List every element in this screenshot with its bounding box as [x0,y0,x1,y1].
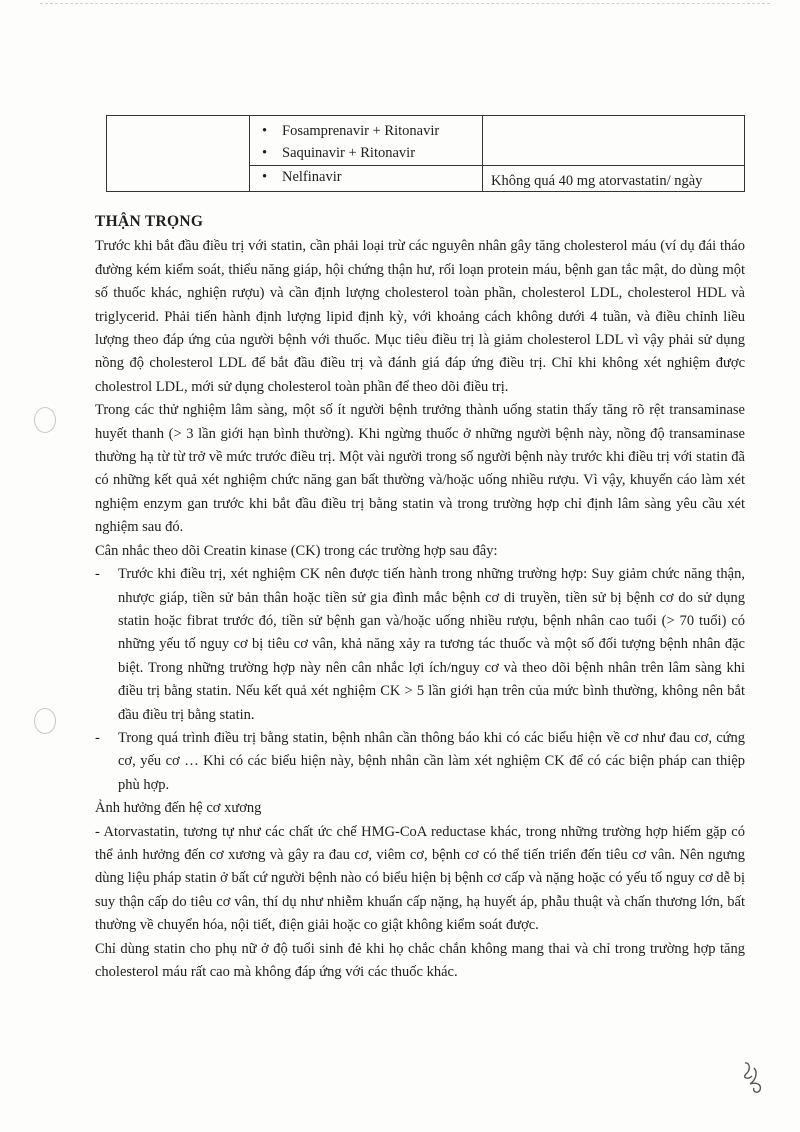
table-cell-drugs [250,116,483,166]
paragraph: Trước khi bắt đầu điều trị với statin, cần phải loại trừ các nguyên nhân gây tăng cholesterol máu (ví dụ đái tháo đường kém kiểm soát, thiểu năng giáp, hội chứng thận hư, rối loạn protein máu, bệnh gan tắc mật, do dùng một số thuốc khác, nghiện rượu) và cần định lượng cholesterol toàn phần, cholesterol LDL, cholesterol HDL và triglycerid. Phải tiến hành định lượng lipid định kỳ, với khoảng cách không dưới 4 tuần, và điều chỉnh liều lượng theo đáp ứng của người bệnh với thuốc. Mục tiêu điều trị là giảm cholesterol LDL vì vậy phải sử dụng nồng độ cholesterol LDL để bắt đầu điều trị và đánh giá đáp ứng điều trị. Chỉ khi không xét nghiệm được cholestrol LDL, mới sử dụng cholesterol toàn phần để theo dõi điều trị. [95,238,745,395]
binder-hole-icon [34,407,56,433]
list-item-text: Trước khi điều trị, xét nghiệm CK nên được tiến hành trong những trường hợp: Suy giảm chức năng thận, nhược giáp, tiền sử bản thân hoặc tiền sử gia đình mắc bệnh cơ di truyền, tiền sử bị bệnh cơ do sử dụng statin hoặc fibrat trước đó, tiền sử bệnh gan và/hoặc uống nhiều rượu, bệnh nhân cao tuổi (> 70 tuổi) có những yếu tố nguy cơ bị tiêu cơ vân, khả năng xảy ra tương tác thuốc và một số đối tượng bệnh nhân đặc biệt. Trong những trường hợp này nên cân nhắc lợi ích/nguy cơ và theo dõi bệnh nhân trên lâm sàng khi điều trị bằng statin. Nếu kết quả xét nghiệm CK > 5 lần giới hạn trên của mức bình thường, không nên bắt đầu điều trị bằng statin. [118,566,745,723]
dash-marker: - [95,729,100,746]
table-cell-dose-note: Không quá 40 mg atorvastatin/ ngày [483,166,745,192]
list-item [95,727,745,797]
paragraph: Cân nhắc theo dõi Creatin kinase (CK) trong các trường hợp sau đây: [95,542,498,559]
list-item: • Nelfinavir [282,166,482,188]
list-item-text: Trong quá trình điều trị bằng statin, bệnh nhân cần thông báo khi có các biểu hiện về cơ như đau cơ, cứng cơ, yếu cơ … Khi có các biểu hiện này, bệnh nhân cần làm xét nghiệm CK để có các biện pháp can thiệp phù hợp. [118,729,745,793]
initials-signature-icon [736,1058,770,1098]
binder-hole-icon [34,708,56,734]
table-cell-empty [107,116,250,192]
table-row [107,116,745,166]
paragraph: Chỉ dùng statin cho phụ nữ ở độ tuổi sinh đẻ khi họ chắc chắn không mang thai và chỉ trong trường hợp tăng cholesterol máu rất cao mà không đáp ứng với các thuốc khác. [95,940,745,980]
paragraph: Trong các thử nghiệm lâm sàng, một số ít người bệnh trưởng thành uống statin thấy tăng rõ rệt transaminase huyết thanh (> 3 lần giới hạn bình thường). Khi ngừng thuốc ở những người bệnh này, nồng độ transaminase thường hạ từ từ trở về mức trước điều trị. Một vài người trong số người bệnh này trước khi điều trị với statin đã có những kết quả xét nghiệm chức năng gan bất thường và/hoặc uống nhiều rượu. Vì vậy, khuyến cáo làm xét nghiệm enzym gan trước khi bắt đầu điều trị bằng statin và trong trường hợp chỉ định lâm sàng yêu cầu xét nghiệm sau đó. [95,402,745,536]
list-item: • Fosamprenavir + Ritonavir [282,120,482,142]
subheading: Ảnh hưởng đến hệ cơ xương [95,800,262,817]
scan-top-edge [40,3,770,4]
precautions-section [95,210,745,984]
table-cell-empty [483,116,745,166]
list-item: • Saquinavir + Ritonavir [282,142,482,164]
list-item [95,563,745,727]
dash-marker: - [95,566,100,583]
drug-interaction-table [106,115,745,192]
table-cell-drugs [250,166,483,192]
section-heading: THẬN TRỌNG [95,213,204,230]
paragraph: - Atorvastatin, tương tự như các chất ức chế HMG-CoA reductase khác, trong những trường hợp hiếm gặp có thể ảnh hưởng đến cơ xương và gây ra đau cơ, viêm cơ, bệnh cơ có thể tiến triển đến tiêu cơ vân. Nên ngưng dùng liệu pháp statin ở bất cứ người bệnh nào có biểu hiện bị bệnh cơ cấp và nặng hoặc có yếu tố nguy cơ dễ bị suy thận cấp do tiêu cơ vân, thí dụ như nhiễm khuẩn cấp nặng, hạ huyết áp, phẫu thuật và chấn thương lớn, bất thường về chuyển hóa, nội tiết, điện giải hoặc co giật không kiểm soát được. [95,823,745,934]
